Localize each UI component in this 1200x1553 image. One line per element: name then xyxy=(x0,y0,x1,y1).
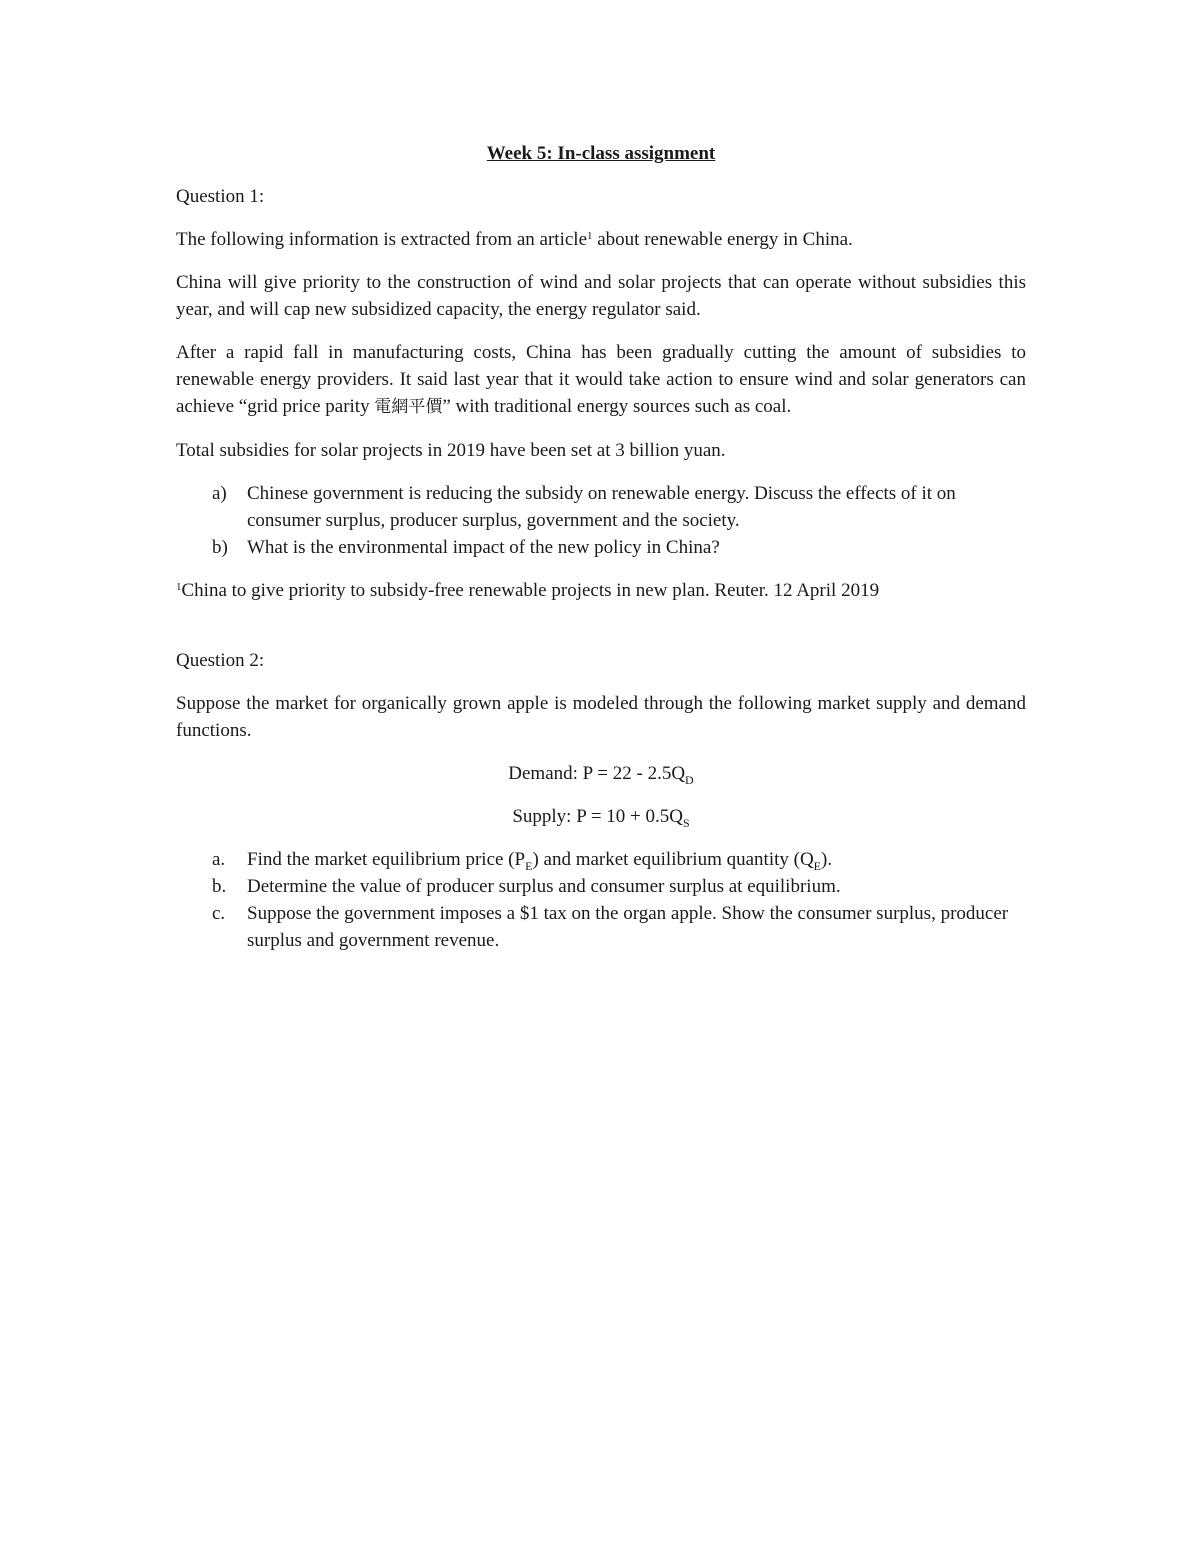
list-item xyxy=(176,900,1026,954)
subscript: E xyxy=(813,858,822,873)
list-marker: a) xyxy=(212,483,227,504)
chinese-term: 電網平價 xyxy=(374,397,443,417)
question-1-subquestions xyxy=(176,480,1026,561)
paragraph-2-text: After a rapid fall in manufacturing costs, China has been gradually cutting the amount of subsidies to renewable energy providers. It said last year that it would take action to ensure wind and solar generators can achieve “grid price parity xyxy=(176,342,1026,417)
list-item xyxy=(176,873,1026,900)
demand-equation-text: Demand: P = 22 - 2.5Q xyxy=(508,763,686,784)
question-1-intro xyxy=(176,226,1026,253)
list-marker: a. xyxy=(212,849,226,870)
page-title: Week 5: In-class assignment xyxy=(486,143,716,164)
supply-subscript: S xyxy=(682,815,690,830)
list-marker: b) xyxy=(212,537,228,558)
question-1-paragraph-1: China will give priority to the construction of wind and solar projects that can operate without subsidies this year, and will cap new subsidized capacity, the energy regulator said. xyxy=(176,272,1026,320)
list-item-text xyxy=(247,849,833,873)
list-item xyxy=(176,480,1026,534)
supply-equation xyxy=(176,803,1026,830)
subscript: E xyxy=(525,858,533,873)
spacer xyxy=(176,620,1026,647)
question-2-heading: Question 2: xyxy=(176,650,265,671)
intro-text: The following information is extracted from an article xyxy=(176,229,587,250)
question-1-paragraph-3: Total subsidies for solar projects in 2019 have been set at 3 billion yuan. xyxy=(176,440,726,461)
question-2-intro: Suppose the market for organically grown apple is modeled through the following market supply and demand functions. xyxy=(176,693,1026,741)
intro-text-end: about renewable energy in China. xyxy=(592,229,853,250)
list-marker: b. xyxy=(212,876,227,897)
text-fragment: Find the market equilibrium price (P xyxy=(247,849,526,870)
list-item-text: What is the environmental impact of the new policy in China? xyxy=(247,537,720,558)
supply-equation-text: Supply: P = 10 + 0.5Q xyxy=(512,806,683,827)
text-fragment: ). xyxy=(821,849,833,870)
text-fragment: ) and market equilibrium quantity (Q xyxy=(532,849,814,870)
list-item-text: Suppose the government imposes a $1 tax on the organ apple. Show the consumer surplus, producer surplus and government revenue. xyxy=(247,903,1009,951)
list-item-text: Determine the value of producer surplus and consumer surplus at equilibrium. xyxy=(247,876,841,897)
footnote-text: China to give priority to subsidy-free renewable projects in new plan. Reuter. 12 April 2019 xyxy=(181,580,880,601)
list-item xyxy=(176,534,1026,561)
footnote xyxy=(176,577,1026,604)
demand-subscript: D xyxy=(685,772,694,787)
document-page xyxy=(176,140,1026,970)
demand-equation xyxy=(176,760,1026,787)
question-1-heading: Question 1: xyxy=(176,186,265,207)
list-marker: c. xyxy=(212,903,226,924)
footnote-number: 1 xyxy=(176,580,182,593)
paragraph-2-text-end: ” with traditional energy sources such as coal. xyxy=(442,396,792,417)
question-2-subquestions xyxy=(176,846,1026,954)
list-item-text: Chinese government is reducing the subsidy on renewable energy. Discuss the effects of it on consumer surplus, producer surplus, government and the society. xyxy=(247,483,956,531)
footnote-ref: 1 xyxy=(587,229,593,242)
list-item xyxy=(176,846,1026,873)
question-1-paragraph-2 xyxy=(176,339,1026,421)
